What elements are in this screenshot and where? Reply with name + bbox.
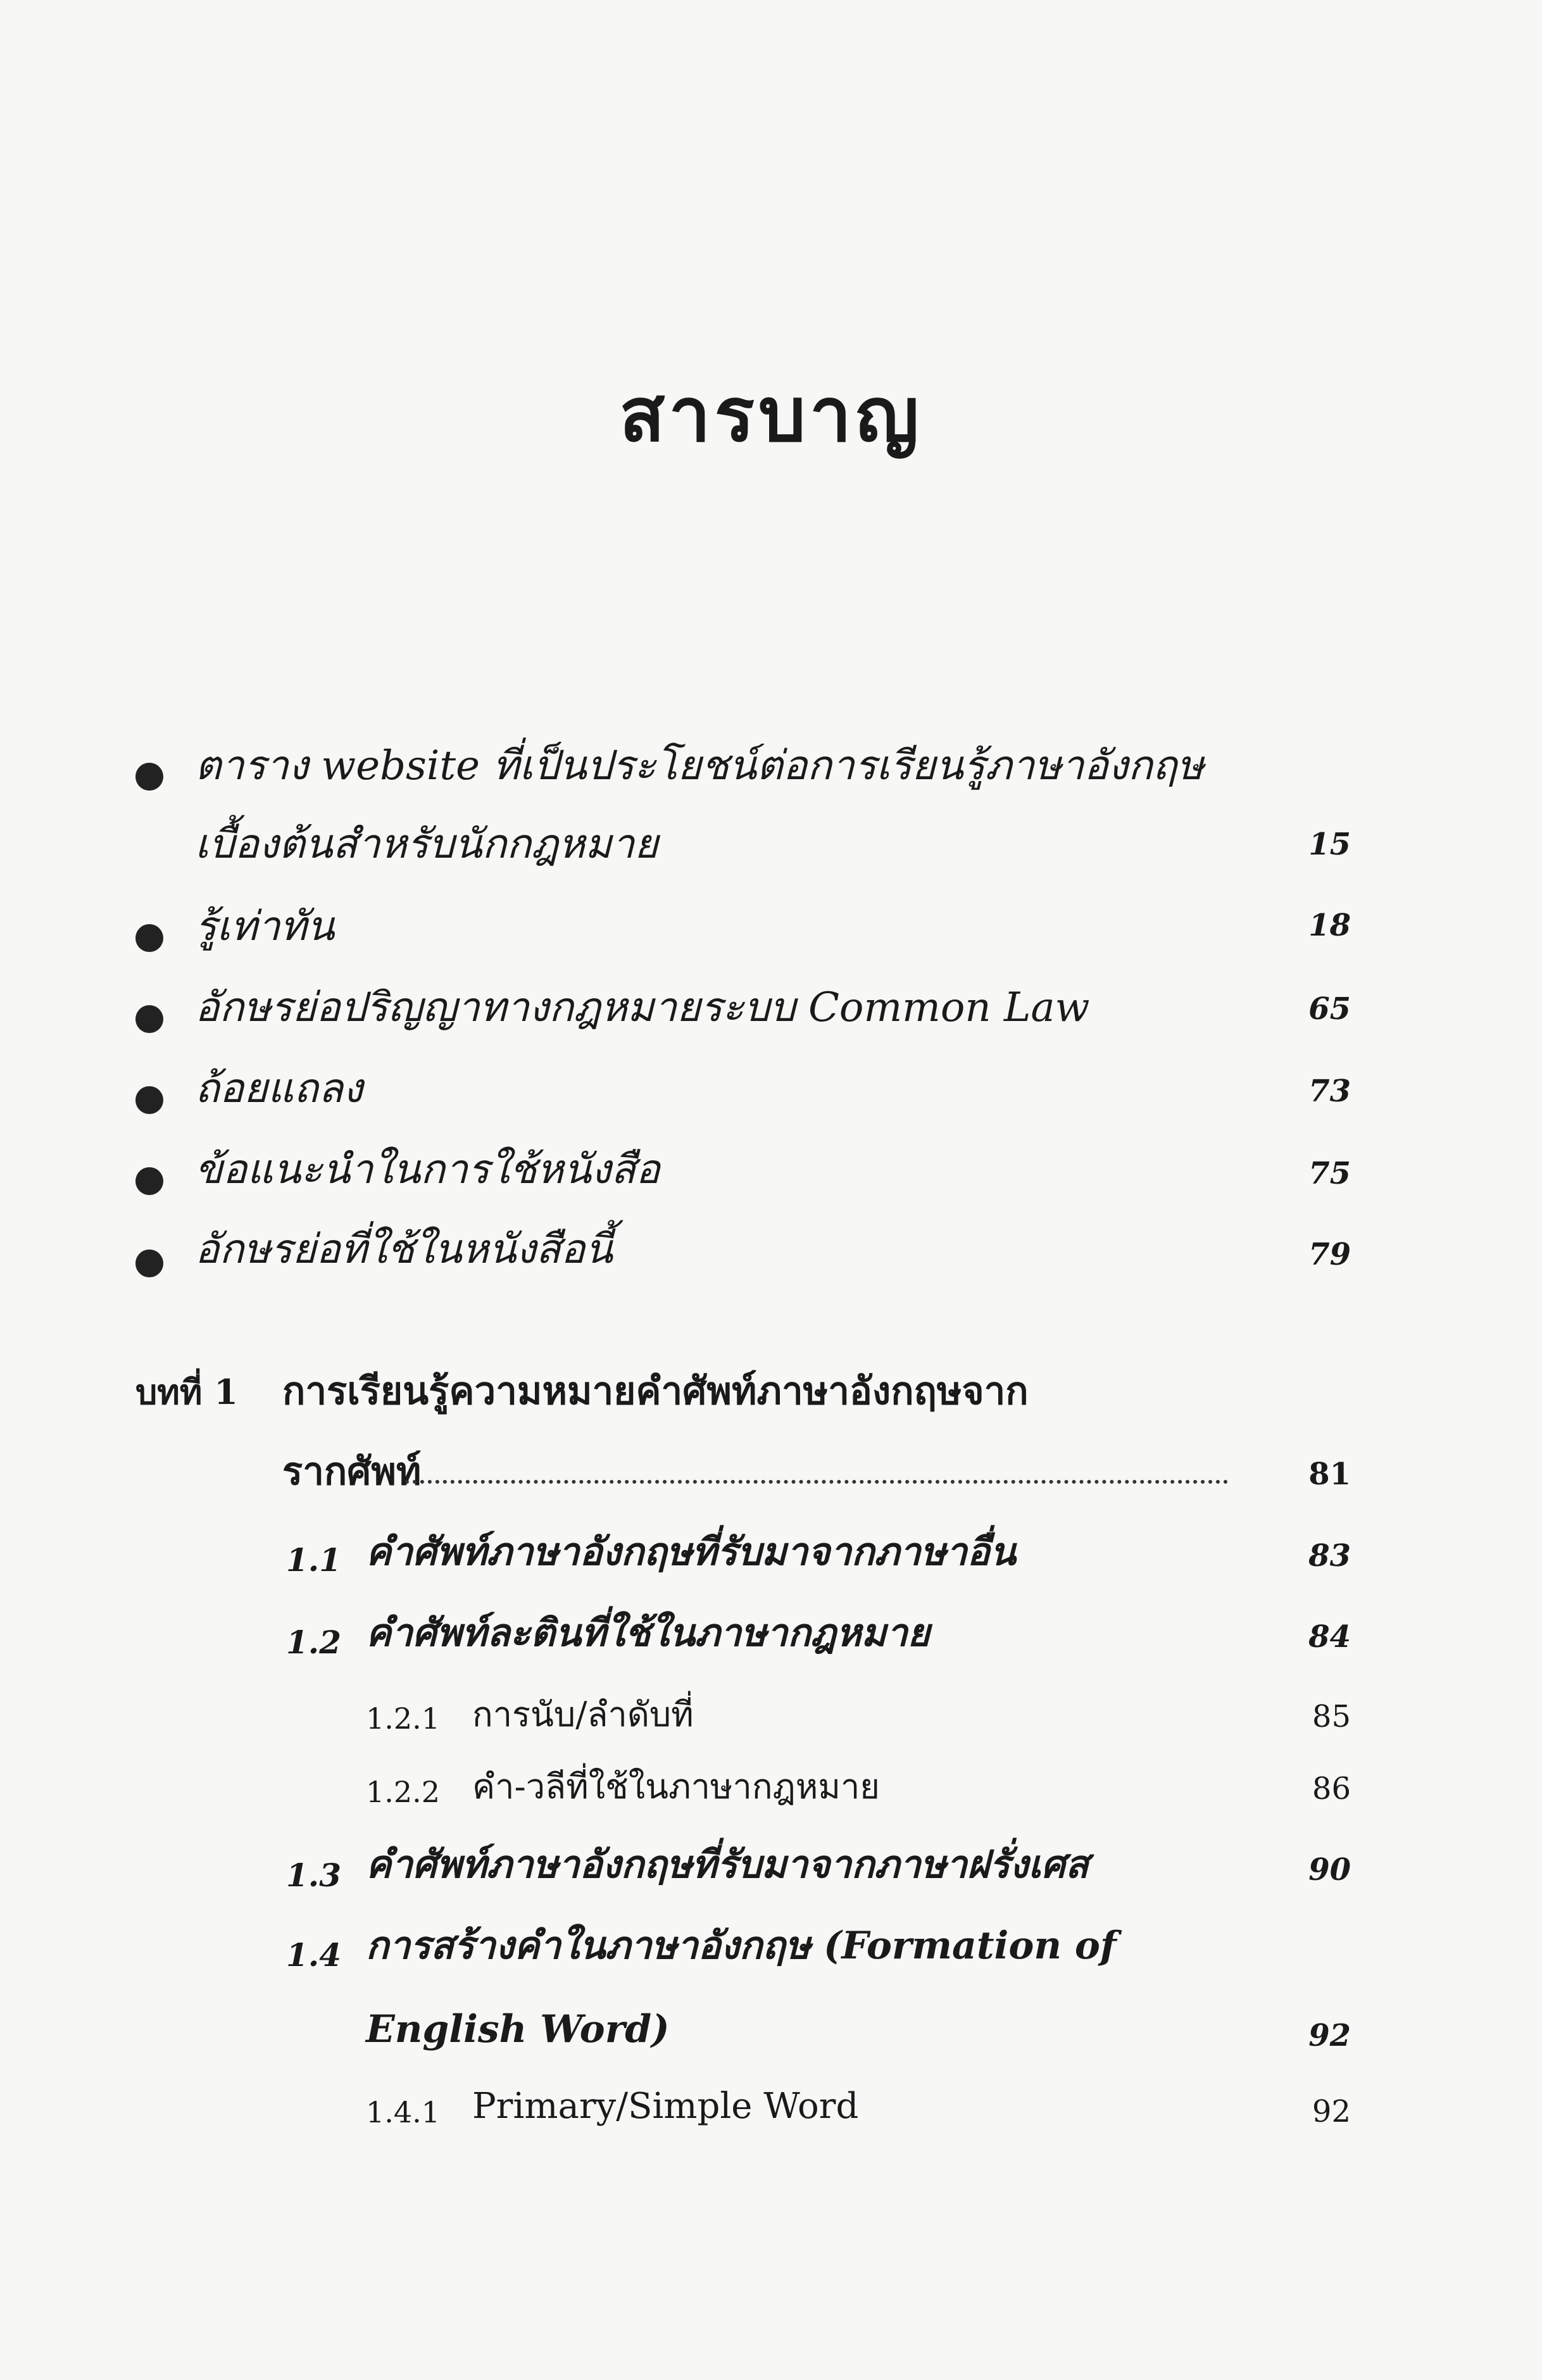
section-title: คำศัพท์ภาษาอังกฤษที่รับมาจากภาษาฝรั่งเศส <box>366 1843 1089 1887</box>
page-number: 81 <box>1308 1456 1351 1492</box>
page-title: สารบาญ <box>619 370 923 458</box>
entry-title: อักษรย่อปริญญาทางกฎหมายระบบ Common Law <box>195 984 1090 1031</box>
entry-title: ตาราง website ที่เป็นประโยชน์ต่อการเรียนรู้ภาษาอังกฤษ <box>195 742 1204 789</box>
chapter-title: การเรียนรู้ความหมายคำศัพท์ภาษาอังกฤษจาก <box>282 1369 1029 1413</box>
entry-title-continued: เบื้องต้นสำหรับนักกฎหมาย <box>195 821 658 868</box>
page-number: 15 <box>1308 827 1351 862</box>
subsection-title: การนับ/ลำดับที่ <box>472 1694 694 1734</box>
section-title: คำศัพท์ละตินที่ใช้ในภาษากฎหมาย <box>366 1611 930 1655</box>
page-number: 18 <box>1308 908 1351 943</box>
page-number: 73 <box>1308 1074 1351 1109</box>
subsection-number: 1.2.2 <box>366 1775 441 1809</box>
entry-title: ถ้อยแถลง <box>195 1065 363 1112</box>
page-number: 79 <box>1308 1237 1351 1272</box>
page-number: 85 <box>1312 1699 1351 1734</box>
subsection-number: 1.2.1 <box>366 1701 441 1736</box>
dot-leader <box>405 1480 1228 1484</box>
subsection-title: Primary/Simple Word <box>472 2086 859 2127</box>
section-title: การสร้างคำในภาษาอังกฤษ (Formation of <box>366 1924 1117 1968</box>
page-number: 92 <box>1312 2094 1351 2129</box>
subsection-title: คำ-วลีที่ใช้ในภาษากฎหมาย <box>472 1767 880 1807</box>
page-number: 90 <box>1308 1852 1351 1888</box>
bullet-icon <box>135 763 163 791</box>
section-number: 1.1 <box>286 1541 341 1579</box>
page-number: 84 <box>1308 1619 1351 1655</box>
entry-title: รู้เท่าทัน <box>195 903 335 950</box>
section-number: 1.4 <box>286 1936 341 1974</box>
page-number: 83 <box>1308 1538 1351 1574</box>
bullet-icon <box>135 1005 163 1033</box>
section-number: 1.3 <box>286 1857 341 1894</box>
bullet-icon <box>135 1250 163 1277</box>
section-number: 1.2 <box>286 1624 341 1661</box>
bullet-icon <box>135 924 163 952</box>
bullet-icon <box>135 1167 163 1195</box>
subsection-number: 1.4.1 <box>366 2095 441 2129</box>
chapter-label: บทที่ 1 <box>135 1372 238 1412</box>
bullet-icon <box>135 1086 163 1114</box>
page-number: 65 <box>1308 991 1351 1027</box>
section-title: คำศัพท์ภาษาอังกฤษที่รับมาจากภาษาอื่น <box>366 1530 1016 1574</box>
entry-title: อักษรย่อที่ใช้ในหนังสือนี้ <box>195 1226 613 1273</box>
page-number: 92 <box>1308 2018 1351 2053</box>
section-title-continued: English Word) <box>366 2007 670 2051</box>
page-number: 86 <box>1312 1771 1351 1807</box>
chapter-title-continued: รากศัพท์ <box>282 1450 422 1494</box>
entry-title: ข้อแนะนำในการใช้หนังสือ <box>195 1146 660 1193</box>
page-number: 75 <box>1308 1156 1351 1191</box>
